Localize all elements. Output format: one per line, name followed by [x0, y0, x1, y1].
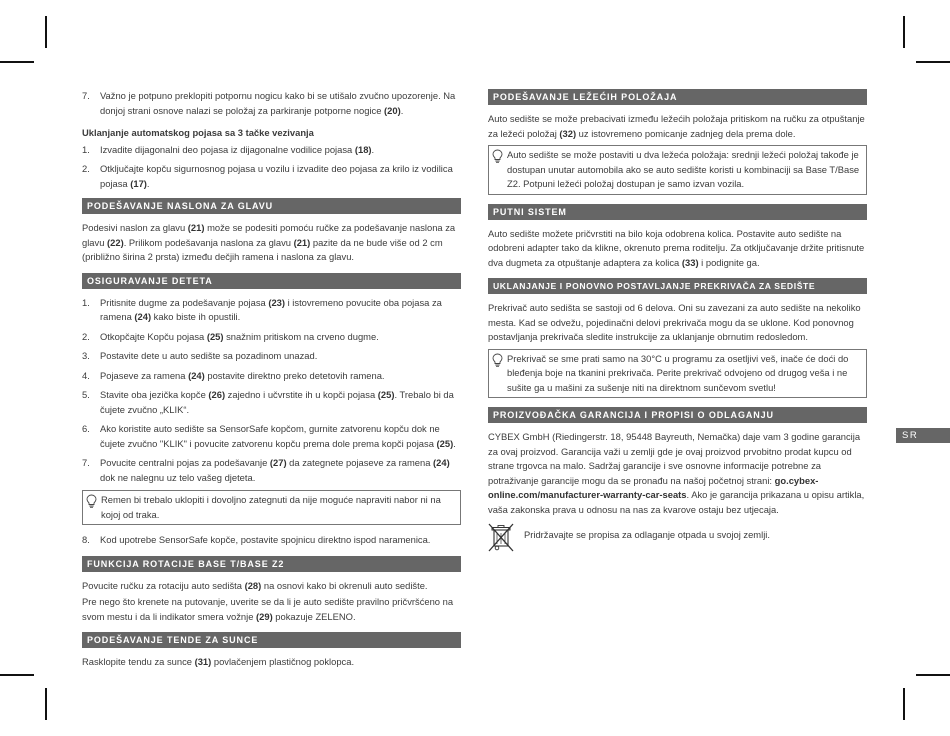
crop-mark	[0, 674, 34, 676]
item-number: 4.	[82, 369, 90, 381]
part-ref: (27)	[269, 457, 287, 468]
item-text: .	[453, 437, 456, 449]
part-ref: (25)	[436, 437, 454, 449]
item-text: zajedno i učvrstite ih u kopči pojasa	[225, 389, 378, 400]
section-header-recline: PODEŠAVANJE LEŽEĆIH POLOŽAJA	[488, 89, 867, 105]
paragraph-travel-system	[488, 227, 867, 271]
item-number: 2.	[82, 330, 90, 342]
text: Podesivi naslon za glavu	[82, 222, 188, 233]
section-header-canopy: PODEŠAVANJE TENDE ZA SUNCE	[82, 632, 461, 648]
lightbulb-icon	[492, 149, 503, 163]
item-text: postavite direktno preko detetovih ramena.	[204, 369, 385, 381]
list-item	[82, 143, 461, 158]
item-text: Važno je potpuno preklopiti potpornu nogicu kako bi se utišalo zvučno upozorenje. Na donjoj strani osnove nalazi se položaj za parkiranje potporne nogice	[100, 90, 456, 116]
text: na osnovi kako bi okrenuli auto sedište.	[261, 579, 428, 591]
list-item	[82, 456, 461, 485]
item-number: 5.	[82, 389, 90, 400]
note-text: Remen bi trebalo uklopiti i dovoljno zategnuti da nije moguće napraviti nabor ni na kojoj od traka.	[101, 494, 441, 520]
section-header-rotation: FUNKCIJA ROTACIJE BASE T/BASE Z2	[82, 556, 461, 572]
item-text: Kod upotrebe SensorSafe kopče, postavite spojnicu direktno ispod naramenica.	[100, 534, 431, 545]
part-ref: (18)	[354, 143, 372, 155]
paragraph-recline	[488, 112, 867, 141]
text: pokazuje ZELENO.	[272, 610, 356, 622]
right-column	[488, 89, 867, 543]
item-number: 1.	[82, 143, 90, 155]
part-ref: (20)	[384, 104, 401, 116]
paragraph-headrest	[82, 221, 461, 265]
item-text: Povucite centralni pojas za podešavanje	[100, 457, 270, 468]
item-text: kako biste ih opustili.	[151, 311, 241, 322]
text: uz istovremeno pomicanje zadnjeg dela prema dole.	[576, 127, 796, 139]
section-header-securing-child: OSIGURAVANJE DETETA	[82, 273, 461, 289]
text: može se podesiti pomoću ručke za podešavanje naslona za glavu	[82, 222, 456, 248]
list-item	[82, 422, 461, 451]
item-text-end: .	[400, 104, 404, 116]
crop-mark	[45, 16, 47, 48]
list-item	[82, 369, 461, 384]
part-ref: (21)	[187, 222, 205, 233]
language-tab: SR	[896, 428, 950, 443]
text: Povucite ručku za rotaciju auto sedišta	[82, 579, 245, 591]
part-ref: (23)	[268, 296, 286, 308]
crop-mark	[903, 16, 905, 48]
item-number: 1.	[82, 296, 90, 308]
list-item	[82, 296, 461, 325]
item-number: 6.	[82, 423, 90, 434]
item-number: 3.	[82, 350, 90, 361]
item-number: 7.	[82, 457, 90, 468]
section-header-travel-system: PUTNI SISTEM	[488, 204, 867, 220]
note-text: Auto sedište se može postaviti u dva ležeća položaja: srednji ležeći položaj takođe je dostupan unutar automobila ako se auto sedište koristi u kombinaciji sa Base T/Base Z2. Potpuni ležeći položaj dostupan je samo izvan vozila.	[507, 149, 860, 189]
item-text: . Trebalo bi da čujete zvučno „KLIK“.	[100, 389, 454, 415]
part-ref: (31)	[194, 656, 212, 667]
item-text: snažnim pritiskom na crveno dugme.	[223, 330, 379, 342]
list-item	[82, 388, 461, 417]
item-text: da zategnete pojaseve za ramena	[286, 457, 434, 468]
item-text: dok ne nalegnu uz telo vašeg djeteta.	[100, 471, 256, 483]
text: i podignite ga.	[698, 256, 760, 268]
crop-mark	[916, 674, 950, 676]
list-item	[82, 162, 461, 191]
part-ref: (28)	[244, 579, 262, 591]
crop-mark	[0, 61, 34, 63]
part-ref: (24)	[433, 457, 450, 468]
part-ref: (25)	[377, 389, 395, 400]
note-box	[488, 145, 867, 195]
section-header-cover: UKLANJANJE I PONOVNO POSTAVLJANJE PREKRIVAČA ZA SEDIŠTE	[488, 278, 867, 294]
item-number: 7.	[82, 90, 90, 101]
part-ref: (29)	[256, 610, 273, 622]
paragraph-cover: Prekrivač auto sedišta se sastoji od 6 delova. Oni su zavezani za auto sedište na nekoliko mesta. Kad se odvežu, pojedinačni delovi prekrivača mogu da se uklone. Kod ponovnog postavljanja prekrivača sledite instrukcije za uklanjanje obrnutim redosledom.	[488, 302, 861, 342]
item-text: Postavite dete u auto sedište sa pozadinom unazad.	[100, 350, 318, 361]
list-item	[82, 330, 461, 345]
part-ref: (21)	[293, 236, 311, 248]
item-text: Otkopčajte Kopču pojasa	[100, 330, 207, 342]
list-item	[82, 89, 461, 118]
subheading-belt-removal: Uklanjanje automatskog pojasa sa 3 tačke vezivanja	[82, 127, 314, 138]
paragraph-rotation-2	[82, 595, 461, 624]
note-box	[488, 349, 867, 399]
text: Rasklopite tendu za sunce	[82, 656, 195, 667]
part-ref: (32)	[559, 127, 577, 139]
securing-steps-list	[82, 296, 461, 486]
text: Pre nego što krenete na putovanje, uverite se da li je auto sedište pravilno pričvršćeno na svom mestu i da li indikator smera vožnje	[82, 596, 454, 622]
item-text: Pritisnite dugme za podešavanje pojasa	[100, 296, 269, 308]
crossed-bin-icon	[488, 523, 514, 553]
item-text: i istovremeno povucite oba pojasa za ramena	[100, 296, 442, 322]
item-text: Ako koristite auto sedište sa SensorSafe kopčom, gurnite zatvorenu kopču dok ne čujete zvučno "KLIK" i povucite zatvorenu kopču prema dole prema kopči pojasa	[100, 423, 440, 449]
list-item	[82, 349, 461, 364]
disposal-text: Pridržavajte se propisa za odlaganje otpada u svojoj zemlji.	[524, 529, 770, 540]
text: . Prilikom podešavanja naslona za glavu	[123, 236, 294, 248]
item-text: Izvadite dijagonalni deo pojasa iz dijagonalne vodilice pojasa	[100, 143, 355, 155]
text: povlačenjem plastičnog poklopca.	[211, 656, 355, 667]
crop-mark	[903, 688, 905, 720]
item-text-end: .	[371, 143, 375, 155]
text: Auto sedište možete pričvrstiti na bilo koja odobrena kolica. Postavite auto sedište na odobreni adapter tako da klikne, okrenuto prema roditelju. Za otključavanje držite pritisnute dva dugmeta za otpuštanje adaptera za kolica	[488, 227, 865, 268]
note-box	[82, 490, 461, 525]
paragraph-warranty	[488, 430, 867, 517]
text: pazite da ne bude više od 2 cm (približno širina 2 prsta) između dečjih ramena i naslona za glavu.	[82, 236, 443, 262]
item-number: 2.	[82, 163, 90, 174]
part-ref: (17)	[130, 177, 147, 189]
disposal-note	[488, 523, 867, 543]
part-ref: (22)	[107, 236, 124, 248]
crop-mark	[916, 61, 950, 63]
paragraph-rotation-1	[82, 579, 461, 594]
lightbulb-icon	[492, 353, 503, 367]
text: Auto sedište se može prebacivati između ležećih položaja pritiskom na ručku za otpuštanje za ležeći položaj	[488, 113, 865, 139]
part-ref: (24)	[188, 369, 205, 381]
part-ref: (25)	[206, 330, 224, 342]
item-text: Stavite oba jezička kopče	[100, 389, 209, 400]
lightbulb-icon	[86, 494, 97, 508]
part-ref: (24)	[134, 311, 152, 322]
text: . Ako je garancija prikazana u opisu artikla, vaša zakonska prava u odnosu na nas za kvarove ostaju bez utjecaja.	[488, 489, 865, 515]
text: CYBEX GmbH (Riedingerstr. 18, 95448 Bayreuth, Nemačka) daje vam 3 godine garancija za ovaj proizvod. Garancija važi u zemlji gde je ovaj proizvod prvobitno prodat kupcu od strane trgovca na malo. Sadržaj garancije i sve osnovne informacije potrebne za potraživanje garancije mogu da se pronađu na našoj početnoj strani:	[488, 431, 861, 486]
item-number: 8.	[82, 534, 90, 545]
note-text: Prekrivač se sme prati samo na 30°C u programu za osetljivi veš, inače će doći do bleđenja boje na tkanini prekrivača. Perite prekrivač odvojeno od drugog veša i ne sušite ga u mašini za sušenje niti na direktnom sunčevom svetlu!	[507, 352, 849, 393]
part-ref: (33)	[681, 256, 699, 268]
left-column	[82, 89, 461, 676]
crop-mark	[45, 688, 47, 720]
section-header-headrest: PODEŠAVANJE NASLONA ZA GLAVU	[82, 198, 461, 214]
item-text: Pojaseve za ramena	[100, 369, 189, 381]
section-header-warranty: PROIZVOĐAČKA GARANCIJA I PROPISI O ODLAGANJU	[488, 407, 867, 423]
paragraph-canopy	[82, 655, 461, 670]
part-ref: (26)	[208, 389, 226, 400]
item-text-end: .	[146, 177, 150, 189]
list-item	[82, 533, 461, 548]
item-text: Otključajte kopču sigurnosnog pojasa u vozilu i izvadite deo pojasa za krilo iz vodilica pojasa	[100, 163, 453, 189]
warranty-link[interactable]: go.cybex-online.com/manufacturer-warranty-car-seats	[488, 474, 819, 500]
